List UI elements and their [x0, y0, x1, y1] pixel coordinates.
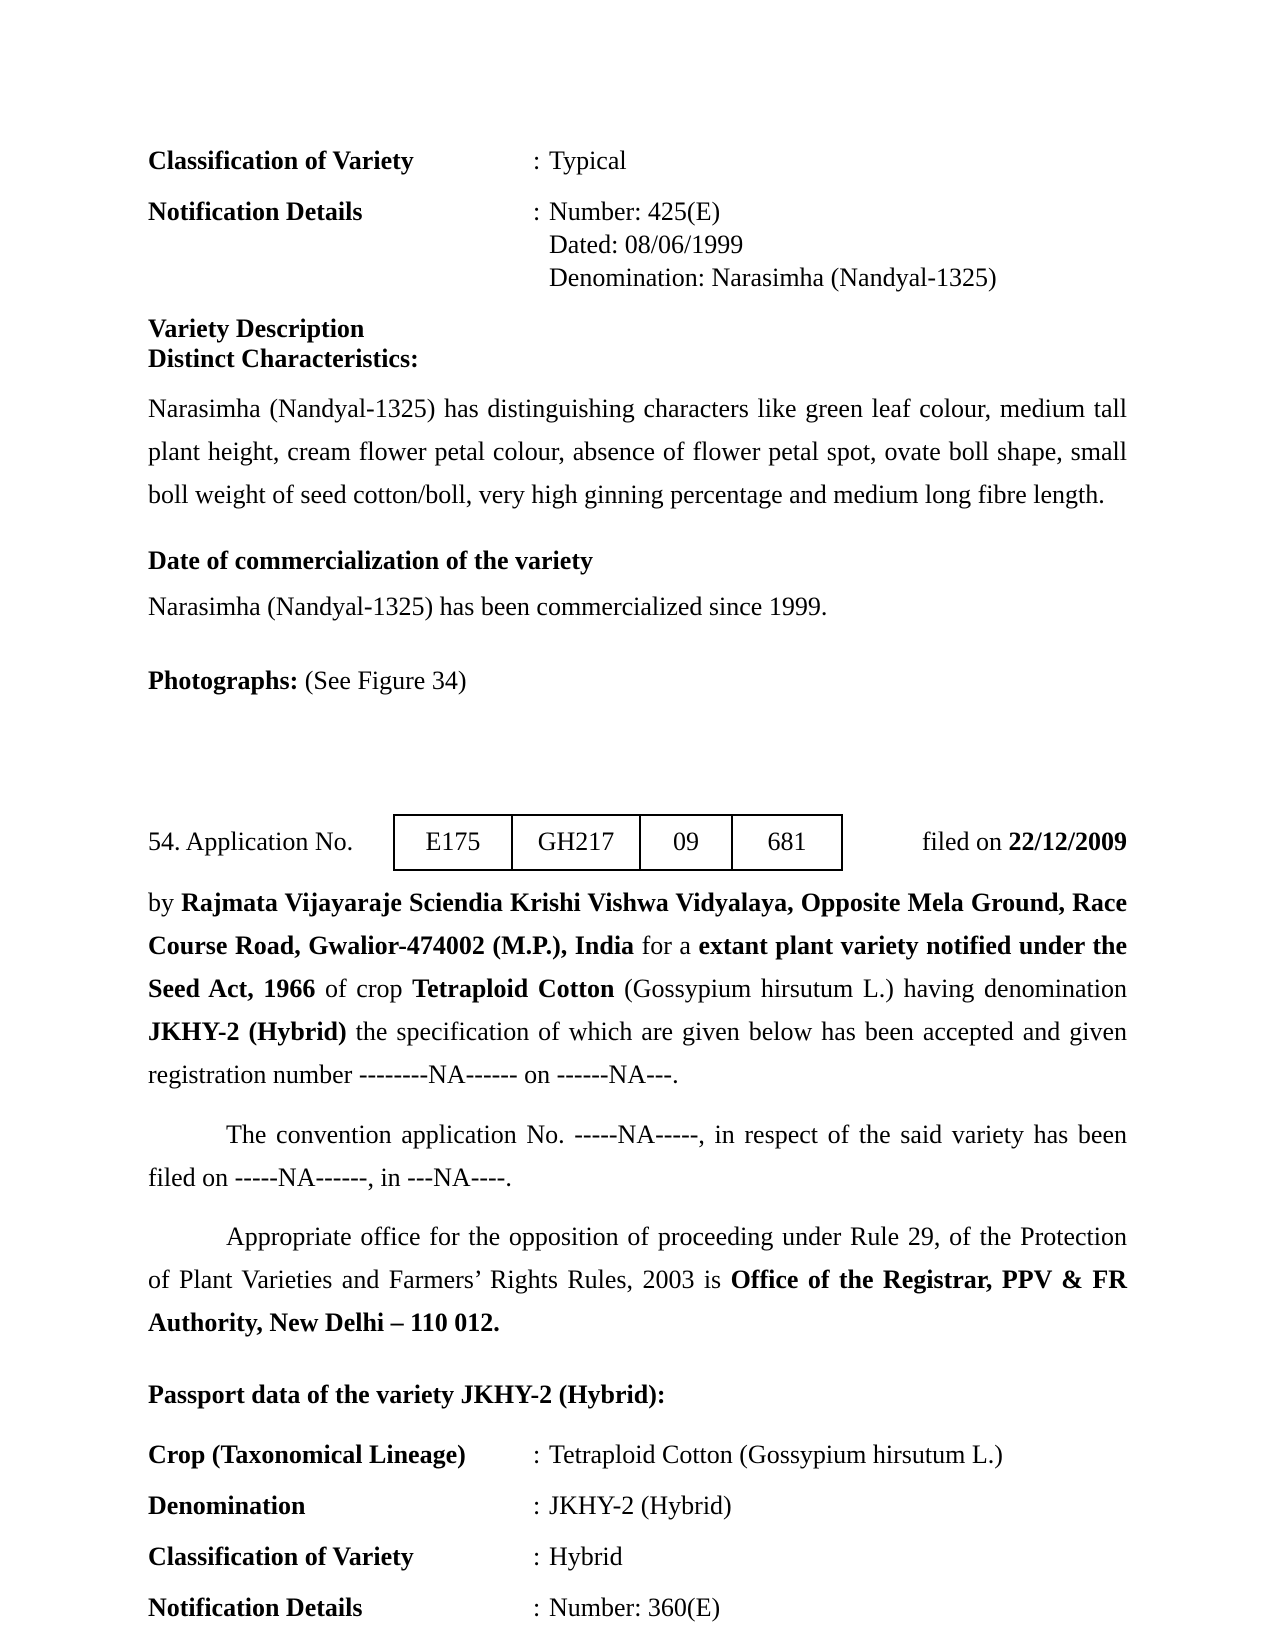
application-number-table — [393, 814, 843, 871]
bold-text-run: Rajmata Vijayaraje Sciendia Krishi Vishwa Vidyalaya, Opposite Mela Ground, Race Course Road, Gwalior-474002 (M.P.), India — [148, 887, 1127, 960]
field-value — [549, 1540, 623, 1577]
field-colon: : — [533, 1440, 541, 1470]
text-run: filed on — [921, 827, 1009, 857]
application-table-cell: GH217 — [511, 814, 641, 871]
commercialization-text: Narasimha (Nandyal-1325) has been commercialized since 1999. — [148, 592, 828, 622]
field-label: Denomination — [148, 1490, 306, 1520]
application-row — [148, 814, 1127, 871]
passport-data-heading: Passport data of the variety JKHY-2 (Hybrid): — [148, 1380, 666, 1410]
opposition-paragraph — [148, 1215, 1127, 1344]
field-label: Notification Details — [148, 196, 363, 226]
field-row — [148, 1489, 1127, 1526]
application-table-cell: 681 — [731, 814, 843, 871]
field-value-line: Hybrid — [549, 1541, 623, 1571]
field-colon: : — [533, 1541, 541, 1571]
distinct-characteristics-heading: Distinct Characteristics: — [148, 344, 419, 374]
text-run: for a — [634, 930, 699, 960]
text-run: Appropriate office for the opposition of proceeding under Rule 29, of the Protection of Plant Varieties and Farmers’ Rights Rules, 2003 is — [148, 1221, 1127, 1295]
field-label: Classification of Variety — [148, 146, 414, 175]
variety-description-heading: Variety Description — [148, 313, 365, 343]
variety-description-block — [148, 314, 1127, 375]
field-value — [549, 1489, 732, 1526]
field-row — [148, 1591, 1127, 1628]
filed-on-text — [922, 827, 1127, 857]
field-colon: : — [533, 1490, 541, 1520]
bold-text-run: Photographs: — [148, 665, 299, 695]
bold-text-run: extant plant variety notified under the Seed Act, 1966 — [148, 930, 1128, 1004]
field-value-line: Denomination: Narasimha (Nandyal-1325) — [549, 262, 997, 292]
field-value — [549, 1591, 720, 1628]
text-run: (See Figure 34) — [298, 665, 467, 695]
bold-text-run: JKHY-2 (Hybrid) — [148, 1017, 347, 1047]
acceptance-paragraph — [148, 881, 1127, 1097]
field-value-line: Dated: 08/06/1999 — [549, 229, 744, 259]
commercialization-section — [148, 544, 1127, 624]
field-row — [148, 1540, 1127, 1577]
photographs-line — [148, 664, 1127, 698]
application-table-cell: 09 — [639, 814, 733, 871]
bold-text-run: 22/12/2009 — [1008, 827, 1127, 857]
field-value-line: Number: 425(E) — [549, 196, 721, 226]
top-fields-section — [148, 146, 1127, 296]
text-run: (Gossypium hirsutum L.) having denomination — [614, 974, 1128, 1004]
convention-paragraph: The convention application No. -----NA-----, in respect of the said variety has been filed on -----NA------, in ---NA----. — [148, 1119, 1127, 1192]
field-label: Notification Details — [148, 1592, 363, 1622]
field-value-line: Number: 360(E) — [549, 1592, 721, 1622]
field-colon: : — [533, 196, 541, 226]
field-value-line: Tetraploid Cotton (Gossypium hirsutum L.) — [549, 1440, 1003, 1470]
bold-text-run: Tetraploid Cotton — [412, 974, 615, 1004]
field-label: Classification of Variety — [148, 1541, 414, 1571]
passport-fields-section — [148, 1438, 1127, 1627]
field-value — [549, 197, 997, 296]
text-run: by — [148, 887, 182, 917]
field-colon: : — [533, 1592, 541, 1622]
field-value — [549, 1438, 1003, 1475]
field-row — [148, 1438, 1127, 1475]
text-run: of crop — [315, 974, 413, 1004]
field-value — [549, 146, 627, 179]
field-value-line: JKHY-2 (Hybrid) — [549, 1490, 732, 1520]
field-label: Crop (Taxonomical Lineage) — [148, 1440, 466, 1470]
field-value-line: Typical — [549, 146, 627, 175]
field-colon: : — [533, 146, 541, 175]
bold-text-run: Office of the Registrar, PPV & FR Authority, New Delhi – 110 012. — [148, 1265, 1127, 1338]
text-run: the specification of which are given below has been accepted and given registration number --------NA------ on ------NA---. — [148, 1017, 1127, 1090]
application-number-label: 54. Application No. — [148, 827, 354, 857]
field-row — [148, 197, 1127, 296]
commercialization-heading: Date of commercialization of the variety — [148, 546, 593, 576]
distinct-characteristics-paragraph: Narasimha (Nandyal-1325) has distinguishing characters like green leaf colour, medium tall plant height, cream flower petal colour, absence of flower petal spot, ovate boll shape, small boll weight of seed cotton/boll, very high ginning percentage and medium long fibre length. — [148, 393, 1127, 510]
application-table-cell: E175 — [393, 814, 513, 871]
field-row — [148, 146, 1127, 179]
